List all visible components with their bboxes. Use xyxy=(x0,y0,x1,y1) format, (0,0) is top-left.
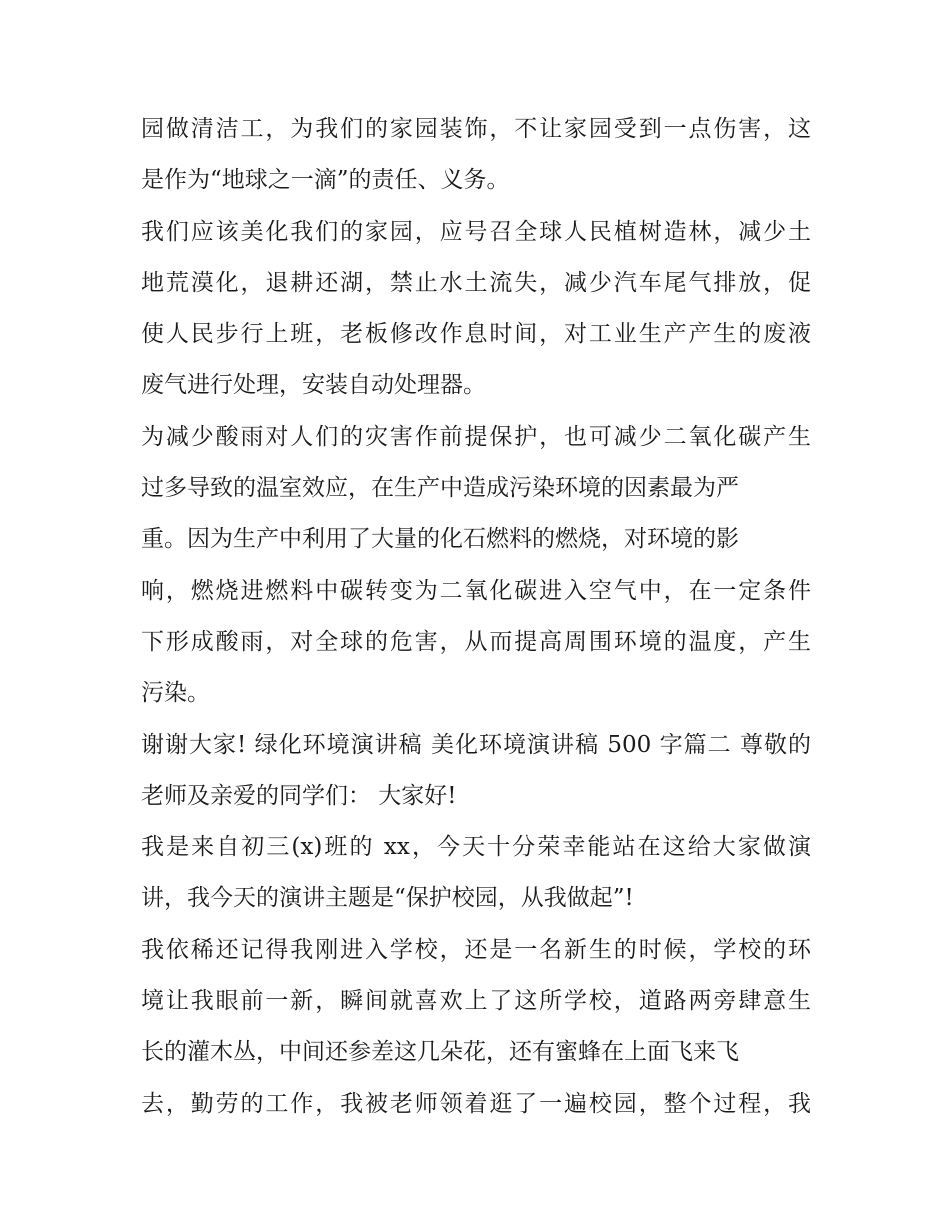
text-line: 谢谢大家! 绿化环境演讲稿 美化环境演讲稿 500 字篇二 尊敬的 xyxy=(141,731,811,758)
text-line: 为减少酸雨对人们的灾害作前提保护，也可减少二氧化碳产生 xyxy=(141,423,811,450)
text-line: 老师及亲爱的同学们： 大家好! xyxy=(141,782,457,809)
document-body xyxy=(141,104,811,1130)
text-line: 长的灌木丛，中间还参差这几朵花，还有蜜蜂在上面飞来飞 xyxy=(141,1039,739,1066)
text-line: 我们应该美化我们的家园，应号召全球人民植树造林，减少土 xyxy=(141,218,811,245)
text-line: 过多导致的温室效应，在生产中造成污染环境的因素最为严 xyxy=(141,475,739,502)
text-line: 响，燃烧进燃料中碳转变为二氧化碳进入空气中，在一定条件 xyxy=(141,577,811,604)
text-line: 污染。 xyxy=(141,680,210,707)
text-line: 使人民步行上班，老板修改作息时间，对工业生产产生的废液 xyxy=(141,321,811,348)
text-line: 下形成酸雨，对全球的危害，从而提高周围环境的温度，产生 xyxy=(141,628,811,655)
text-line: 我依稀还记得我刚进入学校，还是一名新生的时候，学校的环 xyxy=(141,936,811,963)
text-line: 地荒漠化，退耕还湖，禁止水土流失，减少汽车尾气排放，促 xyxy=(141,269,811,296)
text-line: 我是来自初三(x)班的 xx，今天十分荣幸能站在这给大家做演 xyxy=(141,834,811,861)
text-line: 是作为“地球之一滴”的责任、义务。 xyxy=(141,167,510,194)
text-line: 境让我眼前一新，瞬间就喜欢上了这所学校，道路两旁肆意生 xyxy=(141,988,811,1015)
text-line: 废气进行处理，安装自动处理器。 xyxy=(141,372,486,399)
text-line: 重。因为生产中利用了大量的化石燃料的燃烧，对环境的影 xyxy=(141,526,739,553)
text-line: 园做清洁工，为我们的家园装饰，不让家园受到一点伤害，这 xyxy=(141,116,811,142)
text-line: 去，勤劳的工作，我被老师领着逛了一遍校园，整个过程，我 xyxy=(141,1090,811,1117)
text-line: 讲，我今天的演讲主题是“保护校园，从我做起”! xyxy=(141,885,634,912)
